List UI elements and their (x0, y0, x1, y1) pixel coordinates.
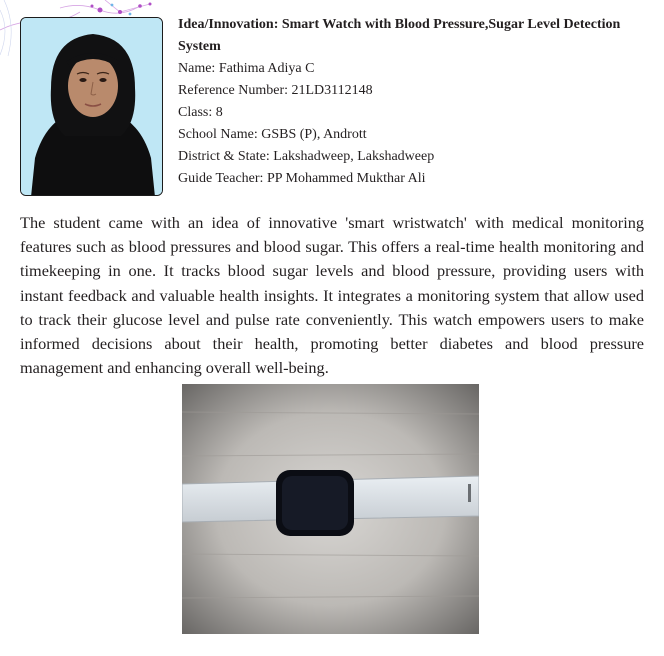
idea-description: The student came with an idea of innovative 'smart wristwatch' with medical monitoring features such as blood pressures and blood sugar. This offers a real-time health monitoring and timekeeping in one. It tracks blood sugar levels and blood pressure, providing users with instant feedback and valuable health insights. It integrates a monitoring system that allow used to track their glucose level and pulse rate conveniently. This watch empowers users to make informed decisions about their health, promoting better diabetes and blood pressure management and enhancing overall well-being. (20, 213, 644, 378)
guide-teacher: Guide Teacher: PP Mohammed Mukthar Ali (178, 171, 426, 186)
student-info (178, 14, 648, 190)
student-class: Class: 8 (178, 105, 223, 120)
school-name: School Name: GSBS (P), Andrott (178, 127, 367, 142)
district-state: District & State: Lakshadweep, Lakshadweep (178, 149, 435, 164)
student-name: Name: Fathima Adiya C (178, 61, 315, 76)
smartwatch-photo (182, 384, 479, 634)
reference-number: Reference Number: 21LD3112148 (178, 83, 373, 98)
idea-title: Idea/Innovation: Smart Watch with Blood Pressure,Sugar Level Detection System (178, 17, 621, 54)
student-photo (20, 17, 163, 196)
